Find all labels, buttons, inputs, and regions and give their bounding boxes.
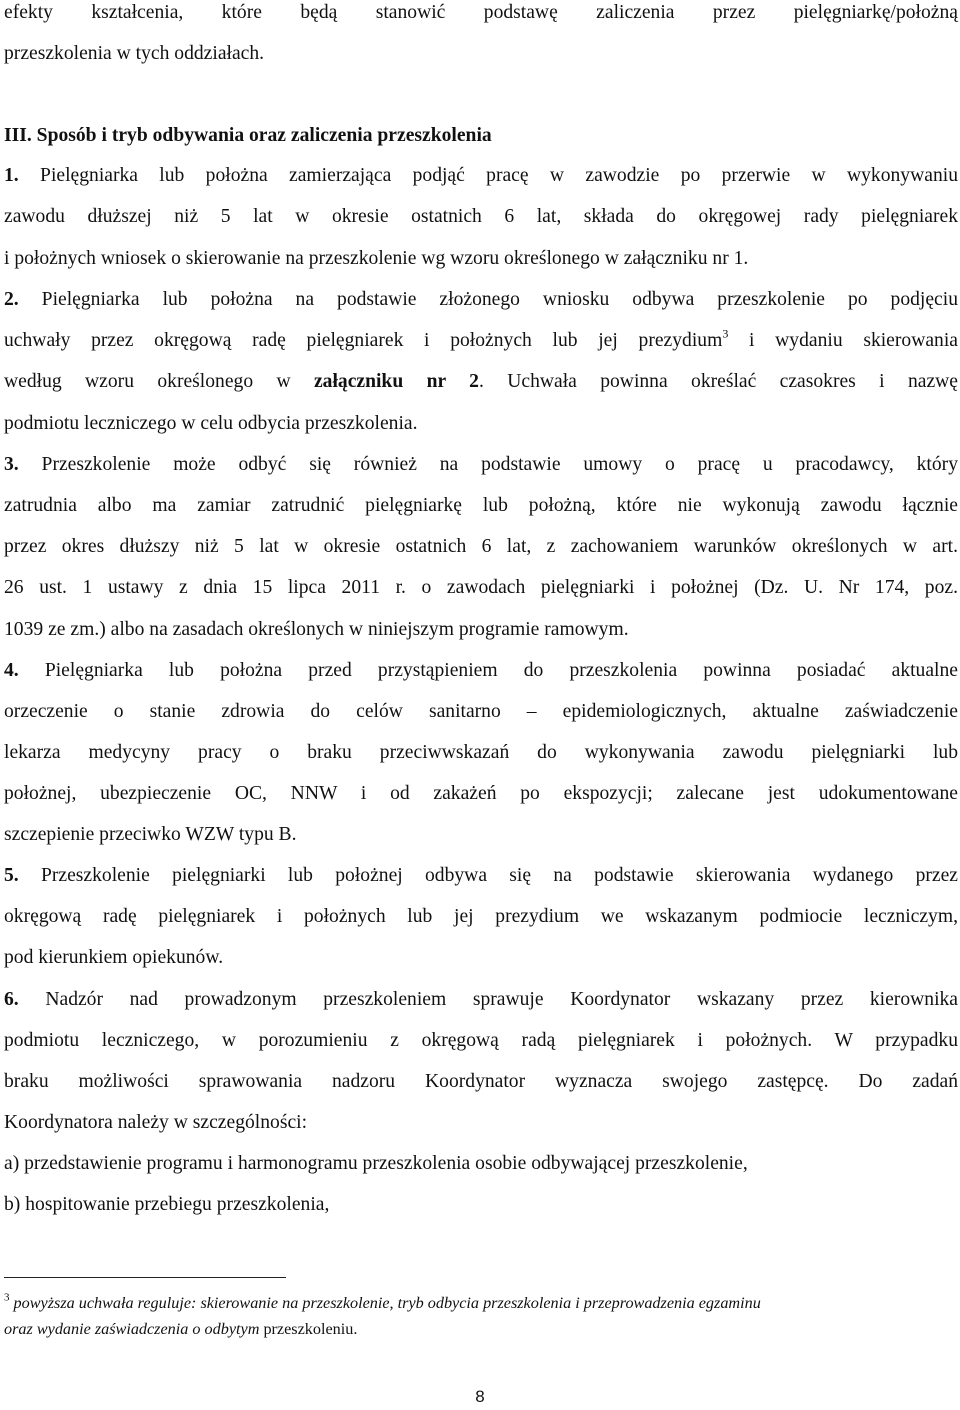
text: uchwały przez okręgową radę pielęgniarek i położnych lub jej prezydium [4, 330, 723, 351]
paragraph-2-line-2 [4, 328, 958, 354]
paragraph-1-line-1 [4, 163, 958, 189]
section-heading: III. Sposób i tryb odbywania oraz zaliczenia przeszkolenia [4, 125, 492, 146]
paragraph-6-line-3: braku możliwości sprawowania nadzoru Koordynator wyznacza swojego zastępcę. Do zadań [4, 1071, 958, 1092]
paragraph-6-line-1 [4, 987, 958, 1013]
paragraph-3-line-4: 26 ust. 1 ustawy z dnia 15 lipca 2011 r. o zawodach pielęgniarki i położnej (Dz. U. Nr 174, poz. [4, 577, 958, 598]
paragraph-3-line-2: zatrudnia albo ma zamiar zatrudnić pielęgniarkę lub położną, które nie wykonują zawodu łącznie [4, 495, 958, 516]
text: Pielęgniarka lub położna przed przystąpieniem do przeszkolenia powinna posiadać aktualne [44, 660, 958, 681]
paragraph-number: 2. [4, 289, 19, 310]
text-line: przeszkolenia w tych oddziałach. [4, 43, 265, 64]
paragraph-4-line-1 [4, 658, 958, 684]
paragraph-2-line-1 [4, 287, 958, 313]
paragraph-6-line-2: podmiotu leczniczego, w porozumieniu z okręgową radą pielęgniarek i położnych. W przypadku [4, 1030, 958, 1051]
paragraph-number: 6. [4, 989, 19, 1010]
attachment-reference: załączniku nr 2 [313, 371, 479, 392]
footnote-text: przeszkoleniu. [259, 1320, 358, 1338]
text: . Uchwała powinna określać czasokres i nazwę [478, 371, 958, 392]
footnote-line-1 [4, 1292, 958, 1314]
footnote-line-2 [4, 1318, 958, 1340]
paragraph-3-line-1 [4, 452, 958, 478]
text: według wzoru określonego w [4, 371, 314, 392]
paragraph-number: 1. [4, 165, 19, 186]
paragraph-3-line-3: przez okres dłuższy niż 5 lat w okresie ostatnich 6 lat, z zachowaniem warunków określonych w art. [4, 536, 958, 557]
text: Przeszkolenie może odbyć się również na podstawie umowy o pracę u pracodawcy, który [41, 454, 958, 475]
text: Przeszkolenie pielęgniarki lub położnej odbywa się na podstawie skierowania wydanego przez [40, 865, 958, 886]
text: Pielęgniarka lub położna zamierzająca podjąć pracę w zawodzie po przerwie w wykonywaniu [40, 165, 958, 186]
paragraph-number: 3. [4, 454, 19, 475]
footnote-reference: 3 [722, 326, 729, 341]
paragraph-4-line-5: szczepienie przeciwko WZW typu B. [4, 824, 297, 845]
paragraph-4-line-3: lekarza medycyny pracy o braku przeciwwskazań do wykonywania zawodu pielęgniarki lub [4, 742, 958, 763]
text: i wydaniu skierowania [728, 330, 958, 351]
paragraph-2-line-4: podmiotu leczniczego w celu odbycia przeszkolenia. [4, 413, 418, 434]
paragraph-4-line-2: orzeczenie o stanie zdrowia do celów sanitarno – epidemiologicznych, aktualne zaświadczenie [4, 701, 958, 722]
paragraph-1-line-3: i położnych wniosek o skierowanie na przeszkolenie wg wzoru określonego w załączniku nr 1. [4, 248, 749, 269]
paragraph-5-line-1 [4, 863, 958, 889]
paragraph-4-line-4: położnej, ubezpieczenie OC, NNW i od zakażeń po ekspozycji; zalecane jest udokumentowane [4, 783, 958, 804]
page-number: 8 [475, 1387, 485, 1406]
footnote-text: powyższa uchwała reguluje: skierowanie na przeszkolenie, tryb odbycia przeszkolenia i przeprowadzenia egzaminu [9, 1294, 761, 1312]
paragraph-1-line-2: zawodu dłuższej niż 5 lat w okresie ostatnich 6 lat, składa do okręgowej rady pielęgniarek [4, 206, 958, 227]
text: Nadzór nad prowadzonym przeszkoleniem sprawuje Koordynator wskazany przez kierownika [45, 989, 959, 1010]
paragraph-5-line-3: pod kierunkiem opiekunów. [4, 947, 224, 968]
paragraph-6-line-4: Koordynatora należy w szczególności: [4, 1112, 308, 1133]
list-item-b: b) hospitowanie przebiegu przeszkolenia, [4, 1194, 330, 1215]
paragraph-5-line-2: okręgową radę pielęgniarek i położnych lub jej prezydium we wskazanym podmiocie leczniczym, [4, 906, 958, 927]
footnote-separator [4, 1277, 286, 1278]
paragraph-number: 4. [4, 660, 19, 681]
paragraph-number: 5. [4, 865, 19, 886]
paragraph-2-line-3 [4, 369, 958, 395]
text-line: efekty kształcenia, które będą stanowić podstawę zaliczenia przez pielęgniarkę/położną [4, 2, 958, 23]
list-item-a: a) przedstawienie programu i harmonogramu przeszkolenia osobie odbywającej przeszkolenie, [4, 1153, 748, 1174]
paragraph-3-line-5: 1039 ze zm.) albo na zasadach określonych w niniejszym programie ramowym. [4, 619, 629, 640]
text: Pielęgniarka lub położna na podstawie złożonego wniosku odbywa przeszkolenie po podjęciu [41, 289, 958, 310]
footnote-text: oraz wydanie zaświadczenia o odbytym [4, 1320, 260, 1338]
footnote-marker: 3 [4, 1291, 10, 1304]
